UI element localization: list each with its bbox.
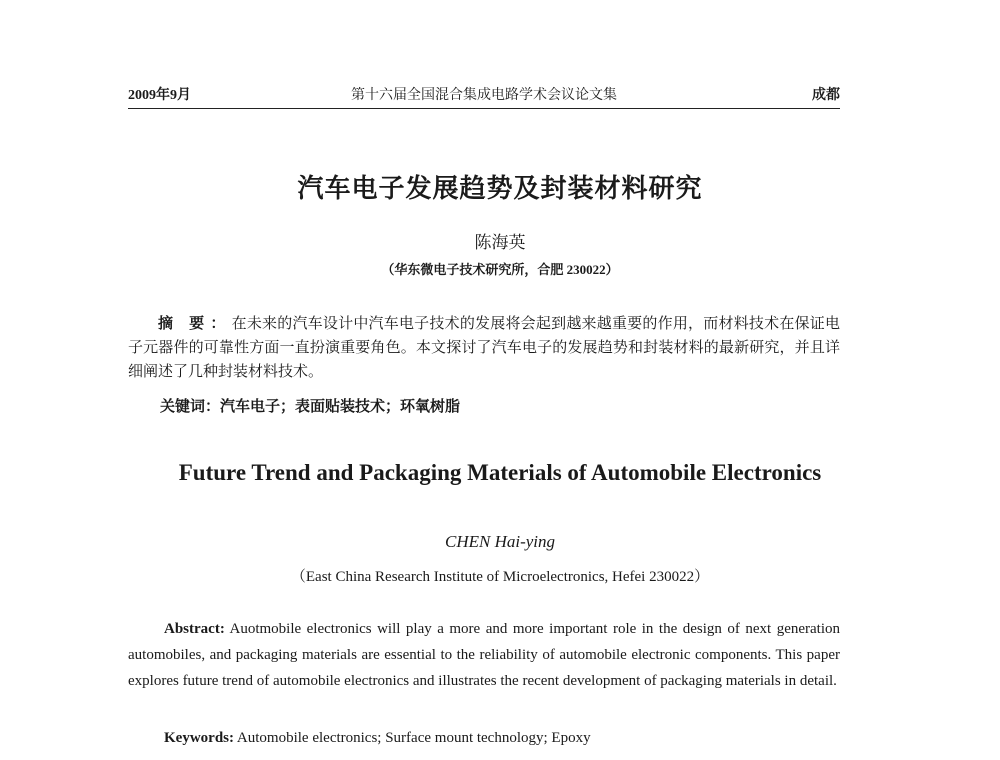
chinese-affiliation: （华东微电子技术研究所，合肥 230022）	[381, 262, 619, 277]
chinese-keywords-label: 关键词：	[160, 399, 221, 415]
english-keywords	[164, 730, 591, 747]
chinese-abstract	[128, 312, 840, 384]
english-abstract-label: Abstract:	[164, 621, 225, 637]
chinese-author: 陈海英	[474, 233, 526, 252]
chinese-title: 汽车电子发展趋势及封装材料研究	[297, 174, 703, 204]
english-keywords-label: Keywords:	[164, 730, 234, 746]
english-author: CHEN Hai-ying	[444, 532, 556, 551]
chinese-abstract-text: 在未来的汽车设计中汽车电子技术的发展将会起到越来越重要的作用，而材料技术在保证电子元器件的可靠性方面一直扮演重要角色。本文探讨了汽车电子的发展趋势和封装材料的最新研究，并且详细阐述了几种封装材料技术。	[128, 316, 840, 380]
header-date: 2009年9月	[128, 88, 191, 103]
running-header	[128, 86, 840, 109]
chinese-keywords	[160, 395, 460, 416]
english-abstract	[128, 616, 840, 694]
header-proceedings: 第十六届全国混合集成电路学术会议论文集	[351, 88, 617, 103]
chinese-abstract-label: 摘 要：	[158, 316, 232, 332]
english-abstract-text: Auotmobile electronics will play a more and more important role in the design of next generation automobiles, and packaging materials are essential to the reliability of automobile electronic components. This paper explores future trend of automobile electronics and illustrates the recent development of packaging materials in detail.	[128, 621, 840, 689]
english-keywords-text: Automobile electronics; Surface mount technology; Epoxy	[234, 730, 591, 746]
english-affiliation: （East China Research Institute of Microelectronics, Hefei 230022）	[290, 569, 710, 585]
header-city: 成都	[812, 88, 840, 103]
chinese-keywords-text: 汽车电子；表面贴装技术；环氧树脂	[220, 399, 461, 415]
english-title: Future Trend and Packaging Materials of Automobile Electronics	[178, 460, 822, 485]
